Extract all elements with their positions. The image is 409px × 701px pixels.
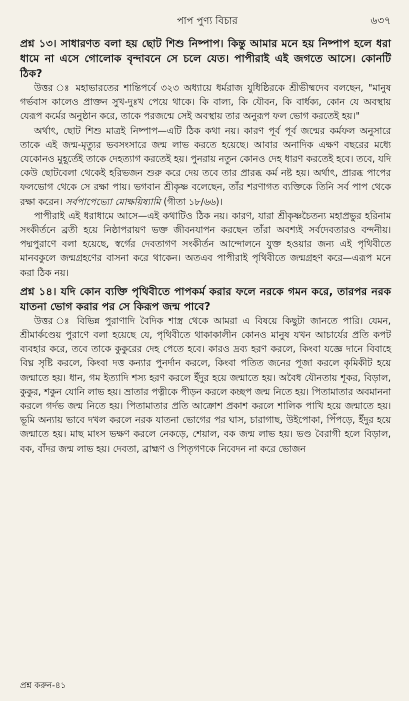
running-title: পাপ পুণ্য বিচার bbox=[176, 16, 238, 27]
gita-reference: (গীতা ১৮/৬৬)। bbox=[163, 196, 223, 208]
answer-13-paragraph-3: পাপীরাই এই ধরাধামে আসে—এই কথাটিও ঠিক নয়। কারণ, যারা শ্রীকৃষ্ণচৈতন্য মহাপ্রভুর হরিনাম সংকীর্তনে ব্রতী হয়ে নিষ্ঠাপরায়ণ ভক্ত জীবনযাপন করছেন তাঁরা অবশ্যই সর্বদেবতারও বন্দনীয়। পদ্মপুরাণে বলা হয়েছে, স্বর্গের দেবতাগণ সংকীর্তন আন্দোলনে যুক্ত হওয়ার জন্য এই পৃথিবীতে মানবকুলে জন্মগ্রহণের বাসনা করে থাকেন। অতএব পাপীরাই পৃথিবীতে জন্মগ্রহণ করে—এরূপ মনে করা ঠিক নয়। bbox=[20, 210, 391, 279]
answer-13-paragraph-2 bbox=[20, 125, 391, 210]
question-13: প্রশ্ন ১৩। সাধারণত বলা হয় ছোট শিশু নিষ্পাপ। কিন্তু আমার মনে হয় নিষ্পাপ হলে ধরা ধামে না এসে গোলোক বৃন্দাবনে সে চলে যেত। পাপীরাই এই জগতে আসে। কোনটি ঠিক? bbox=[20, 38, 391, 80]
page-number: ৬৩৭ bbox=[370, 15, 391, 27]
answer-13-paragraph-2-text: অর্থাৎ, ছোট শিশু মাত্রই নিষ্পাপ—এটি ঠিক কথা নয়। কারণ পূর্ব পূর্ব জন্মের কর্মফল অনুসারে তাকে এই জন্ম-মৃত্যুর ভবসংসারে জন্ম লাভ করতে হয়েছে। আবার অনাদিক এক্ষণ বছরের মধ্যে যেকোনও মুহূর্তেই তাকে দেহত্যাগ করতেই হয়। পুনরায় নতুন কোনও দেহ ধারণ করতেই হবে। তবে, যদি কেউ ছোটবেলা থেকেই হরিভজন শুরু করে দেয় তবে তার প্রারব্ধ কর্ম নষ্ট হয়। অর্থাৎ, প্রারব্ধ পাপের ফলভোগ থেকে সে রক্ষা পায়। ভগবান শ্রীকৃষ্ণ বলেছেন, তাঁর শরণাগত ব্যক্তিকে তিনি সর্ব পাপ থেকে রক্ষা করেন। bbox=[20, 125, 391, 208]
gita-quote: সর্বপাপেভ্যো মোক্ষয়িষ্যামি bbox=[65, 196, 161, 208]
page-footer: প্রশ্ন করুন-৪১ bbox=[20, 681, 67, 691]
page-header bbox=[20, 14, 391, 31]
question-14: প্রশ্ন ১৪। যদি কোন ব্যক্তি পৃথিবীতে পাপকর্ম করার ফলে নরকে গমন করে, তারপর নরক যাতনা ভোগ করার পর সে কিরূপ জন্ম পাবে? bbox=[20, 285, 391, 313]
answer-13-paragraph-1: উত্তর ঃ মহাভারতের শান্তিপর্বে ৩২৩ অধ্যায়ে ধর্মরাজ যুধিষ্ঠিরকে শ্রীভীষ্মদেব বলছেন, "মানুষ গর্ভবাস কালেও প্রাক্তন সুখ-দুঃখ পেয়ে থাকে। কি বাল্য, কি যৌবন, কি বার্ধক্য, কোন যে অবস্থায় যেরূপ কর্মের অনুষ্ঠান করে, তাকে পরজন্মে সেই অবস্থায় তার অনুরূপ ফল ভোগ করতেই হয়।" bbox=[20, 83, 391, 123]
answer-14-paragraph-1: উত্তর ঃ বিভিন্ন পুরাণাদি বৈদিক শাস্ত্র থেকে আমরা এ বিষয়ে কিছুটা জানতে পারি। যেমন, শ্রীমার্কণ্ডেয় পুরাণে বলা হয়েছে যে, পৃথিবীতে থাকাকালীন কোনও মানুষ যখন আচার্যের প্রতি কপট ব্যবহার করে, তবে তাকে কুকুরের দেহ পেতে হবে। কারও দ্রব্য হরণ করলে, কিংবা যজ্ঞে দানে বিবাহে বিঘ্ন সৃষ্টি করলে, কিংবা দত্ত কন্যার পুনর্দান করলে, কিংবা পতিত জনের পূজা করলে কৃমিকীট হয়ে জন্মাতে হয়। ধান, গম ইত্যাদি শস্য হরণ করলে ইঁদুর হয়ে জন্মাতে হয়। অবৈধ যৌনতায় শূকর, বিড়াল, কুকুর, শকুন যোনি লাভ হয়। ভ্রাতার পত্নীকে পীড়ন করলে কচ্ছপ জন্ম নিতে হয়। পিতামাতার অবমাননা করলে গর্দভ জন্ম নিতে হয়। পিতামাতার প্রতি আক্রোশ প্রকাশ করলে শালিক পাখি হয়ে জন্মাতে হয়। ভূমি অন্যায় ভাবে দখল করলে নরক যাতনা ভোগের পর ঘাস, চারাগাছ, উইপোকা, পিঁপড়ে, ইঁদুর হয়ে জন্মাতে হয়। মাছ মাংস ভক্ষণ করলে নেকড়ে, শেয়াল, বক জন্ম লাভ হয়। ভণ্ড বৈরাগী হলে বিড়াল, বক, বাঁদর জন্ম লাভ হয়। দেবতা, ব্রাহ্মণ ও পিতৃগণকে নিবেদন না করে ভোজন bbox=[20, 315, 391, 455]
